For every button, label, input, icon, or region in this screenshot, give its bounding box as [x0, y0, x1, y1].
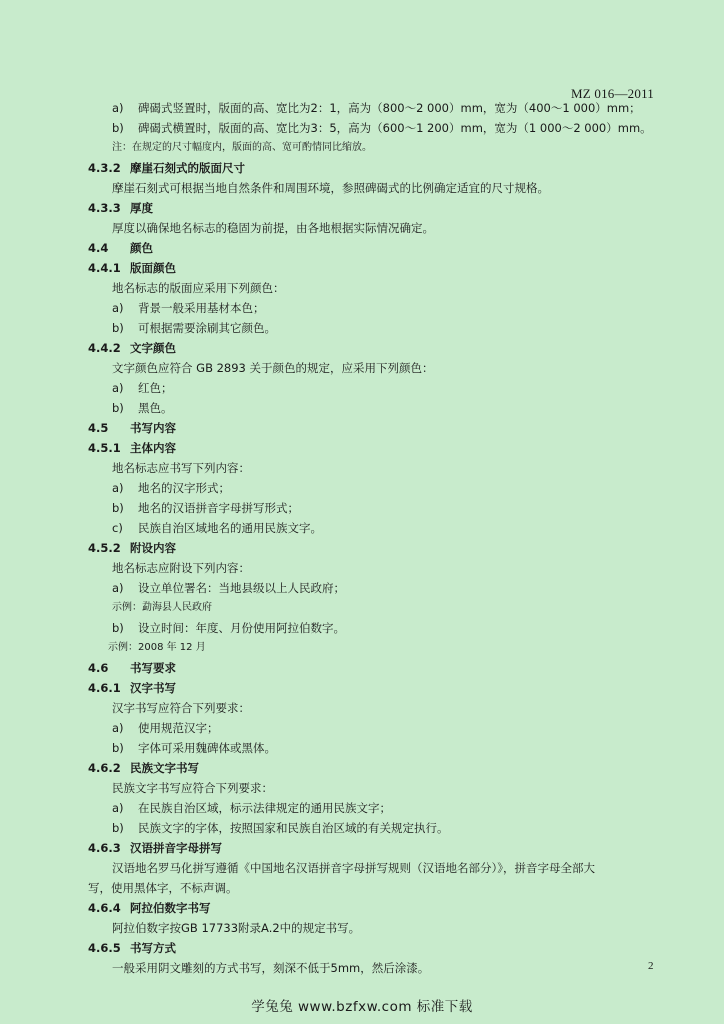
list-item-label: b) — [112, 821, 124, 835]
line-text: 颜色 — [130, 241, 153, 255]
line-text: 汉字书写 — [130, 681, 176, 695]
line-text: 碑碣式竖置时，版面的高、宽比为2：1，高为（800～2 000）mm，宽为（400～1 000）mm； — [138, 101, 641, 115]
line-text: 红色； — [138, 381, 173, 395]
section-heading — [88, 540, 176, 556]
line-text: 文字颜色 — [130, 341, 176, 355]
paragraph-text — [112, 700, 250, 716]
section-heading — [88, 260, 176, 276]
line-text: 书写方式 — [130, 941, 176, 955]
line-text: 民族文字的字体，按照国家和民族自治区域的有关规定执行。 — [138, 821, 449, 835]
list-item — [112, 800, 391, 816]
line-text: 设立时间：年度、月份使用阿拉伯数字。 — [138, 621, 345, 635]
list-item — [112, 400, 173, 416]
line-text: 厚度以确保地名标志的稳固为前提，由各地根据实际情况确定。 — [112, 221, 434, 235]
list-item-label: b) — [112, 501, 124, 515]
section-number: 4.4 — [88, 241, 109, 255]
list-item-label: a) — [112, 381, 124, 395]
line-text: 阿拉伯数字书写 — [130, 901, 211, 915]
line-text: 文字颜色应符合 GB 2893 关于颜色的规定，应采用下列颜色： — [112, 361, 434, 375]
section-number: 4.6.1 — [88, 681, 121, 695]
line-text: 一般采用阴文雕刻的方式书写，刻深不低于5mm，然后涂漆。 — [112, 961, 430, 975]
line-text: 设立单位署名：当地县级以上人民政府； — [138, 581, 345, 595]
line-text: 汉语地名罗马化拼写遵循《中国地名汉语拼音字母拼写规则（汉语地名部分）》，拼音字母全部大 — [112, 861, 595, 875]
list-item — [112, 120, 652, 136]
line-text: 写，使用黑体字，不标声调。 — [88, 881, 238, 895]
line-text: 黑色。 — [138, 401, 173, 415]
line-text: 民族自治区域地名的通用民族文字。 — [138, 521, 322, 535]
section-number: 4.6.2 — [88, 761, 121, 775]
list-item — [112, 320, 276, 336]
paragraph-text — [112, 780, 273, 796]
line-text: 书写内容 — [130, 421, 176, 435]
section-number: 4.5 — [88, 421, 109, 435]
list-item — [112, 620, 345, 636]
list-item — [112, 480, 230, 496]
list-item — [112, 820, 449, 836]
line-text: 碑碣式横置时，版面的高、宽比为3：5，高为（600～1 200）mm，宽为（1 000～2 000）mm。 — [138, 121, 652, 135]
section-number: 4.6.3 — [88, 841, 121, 855]
line-text: 在民族自治区域，标示法律规定的通用民族文字； — [138, 801, 391, 815]
line-text: 摩崖石刻式的版面尺寸 — [130, 161, 245, 175]
paragraph-text — [112, 920, 360, 936]
section-heading — [88, 940, 176, 956]
list-item — [112, 520, 322, 536]
list-item-label: b) — [112, 321, 124, 335]
section-heading — [88, 660, 176, 676]
list-item-label: b) — [112, 621, 124, 635]
section-heading — [88, 760, 199, 776]
paragraph-text — [112, 280, 285, 296]
line-text: 背景一般采用基材本色； — [138, 301, 265, 315]
line-text: 地名标志应附设下列内容： — [112, 561, 250, 575]
line-text: 地名的汉字形式； — [138, 481, 230, 495]
section-heading — [88, 440, 176, 456]
line-text: 地名标志的版面应采用下列颜色： — [112, 281, 285, 295]
line-text: 主体内容 — [130, 441, 176, 455]
note-text — [112, 140, 372, 156]
list-item-label: b) — [112, 401, 124, 415]
line-text: 书写要求 — [130, 661, 176, 675]
section-heading — [88, 240, 153, 256]
list-item-label: a) — [112, 581, 124, 595]
list-item-label: a) — [112, 721, 124, 735]
line-text: 附设内容 — [130, 541, 176, 555]
note-text — [112, 600, 212, 616]
line-text: 阿拉伯数字按GB 17733附录A.2中的规定书写。 — [112, 921, 361, 935]
list-item — [112, 100, 641, 116]
list-item-label: c) — [112, 521, 123, 535]
line-text: 使用规范汉字； — [138, 721, 219, 735]
paragraph-text — [112, 960, 429, 976]
section-number: 4.3.3 — [88, 201, 121, 215]
line-text: 民族文字书写应符合下列要求： — [112, 781, 273, 795]
list-item-label: a) — [112, 301, 124, 315]
section-number: 4.5.1 — [88, 441, 121, 455]
line-text: 版面颜色 — [130, 261, 176, 275]
line-text: 摩崖石刻式可根据当地自然条件和周围环境，参照碑碣式的比例确定适宜的尺寸规格。 — [112, 181, 549, 195]
paragraph-text — [112, 360, 434, 376]
list-item — [112, 380, 173, 396]
line-text: 民族文字书写 — [130, 761, 199, 775]
line-text: 示例：勐海县人民政府 — [112, 602, 212, 613]
section-number: 4.3.2 — [88, 161, 121, 175]
page-number: 2 — [648, 960, 654, 972]
section-heading — [88, 160, 245, 176]
section-heading — [88, 840, 222, 856]
section-number: 4.6 — [88, 661, 109, 675]
section-number: 4.5.2 — [88, 541, 121, 555]
list-item-label: a) — [112, 481, 124, 495]
paragraph-text — [112, 560, 250, 576]
list-item — [112, 720, 219, 736]
list-item — [112, 580, 345, 596]
section-number: 4.6.5 — [88, 941, 121, 955]
line-text: 汉字书写应符合下列要求： — [112, 701, 250, 715]
line-text: 字体可采用魏碑体或黑体。 — [138, 741, 276, 755]
list-item-label: b) — [112, 741, 124, 755]
section-number: 4.4.1 — [88, 261, 121, 275]
section-heading — [88, 200, 153, 216]
section-number: 4.4.2 — [88, 341, 121, 355]
list-item-label: a) — [112, 101, 124, 115]
footer-watermark: 学兔兔 www.bzfxw.com 标准下载 — [251, 999, 473, 1015]
section-heading — [88, 900, 211, 916]
section-heading — [88, 420, 176, 436]
note-text — [108, 640, 206, 656]
paragraph-text — [112, 220, 434, 236]
paragraph-text — [112, 860, 595, 876]
line-text: 厚度 — [130, 201, 153, 215]
line-text: 注：在规定的尺寸幅度内，版面的高、宽可酌情同比缩放。 — [112, 142, 372, 153]
line-text: 地名的汉语拼音字母拼写形式； — [138, 501, 299, 515]
section-number: 4.6.4 — [88, 901, 121, 915]
line-text: 汉语拼音字母拼写 — [130, 841, 222, 855]
list-item — [112, 300, 265, 316]
standard-code: MZ 016—2011 — [571, 86, 654, 101]
line-text: 可根据需要涂刷其它颜色。 — [138, 321, 276, 335]
paragraph-text — [112, 180, 549, 196]
list-item-label: b) — [112, 121, 124, 135]
section-heading — [88, 680, 176, 696]
line-text: 示例：2008 年 12 月 — [108, 642, 206, 653]
paragraph-text — [112, 460, 250, 476]
list-item — [112, 740, 276, 756]
line-text: 地名标志应书写下列内容： — [112, 461, 250, 475]
list-item — [112, 500, 299, 516]
list-item-label: a) — [112, 801, 124, 815]
section-heading — [88, 340, 176, 356]
paragraph-text — [88, 880, 238, 896]
